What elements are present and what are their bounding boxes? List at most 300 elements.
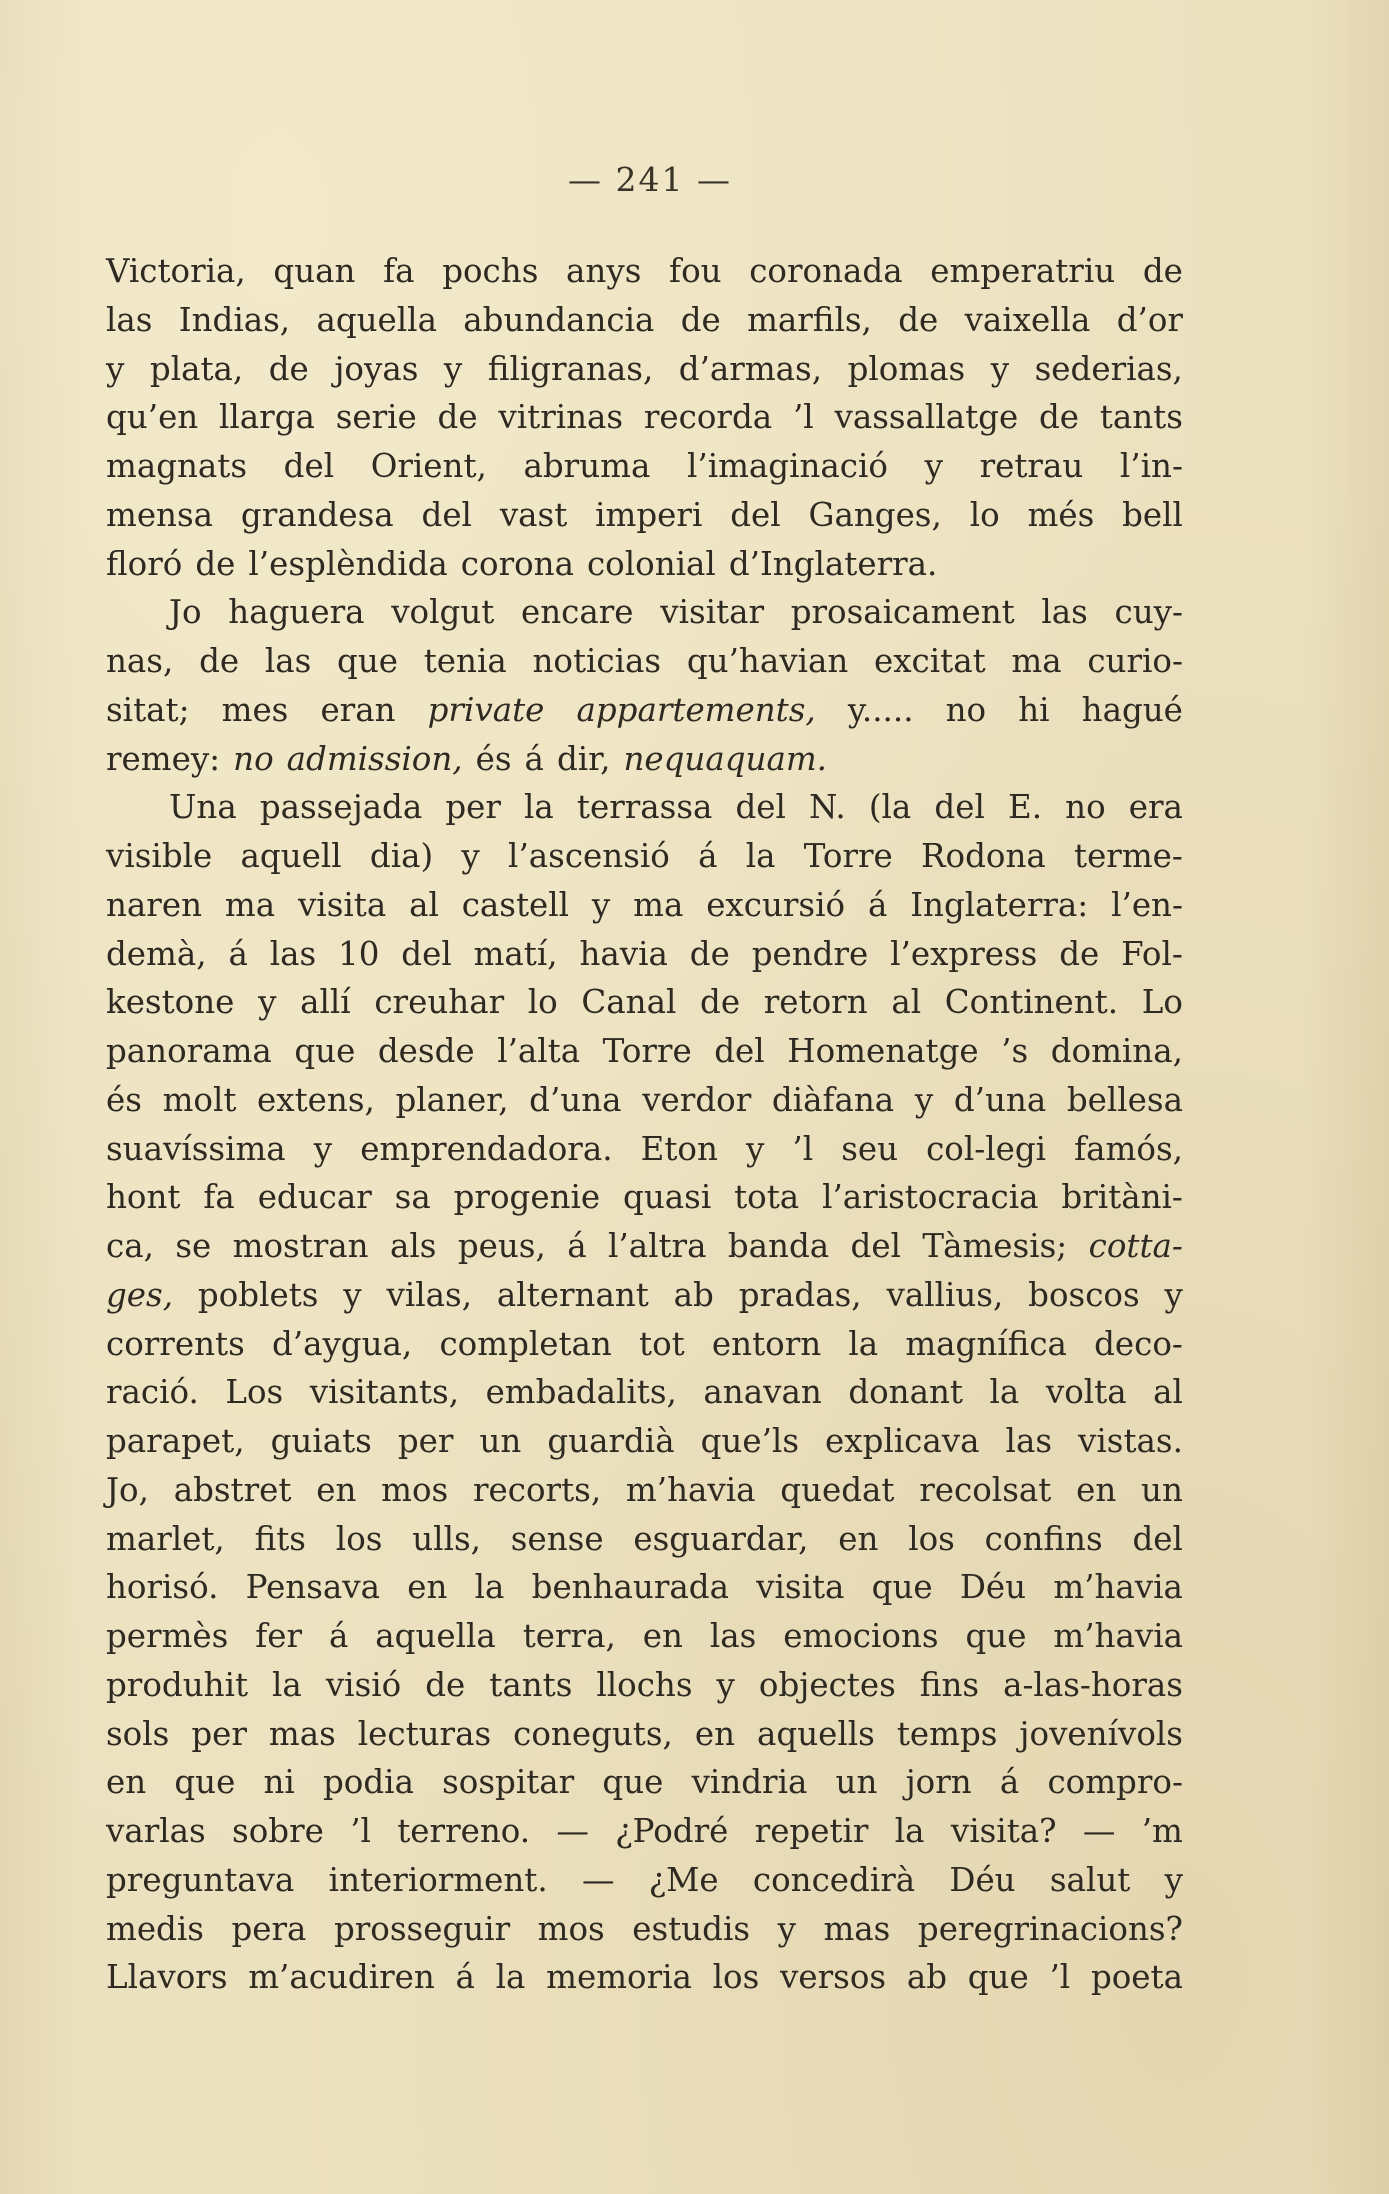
word: progenie	[453, 1178, 601, 1217]
word: anys	[566, 252, 642, 290]
text-line	[106, 1807, 1183, 1856]
word: las	[1041, 593, 1088, 632]
word: hagué	[1081, 690, 1183, 729]
word: de	[1142, 252, 1183, 290]
word: verdor	[642, 1080, 752, 1119]
word: quan	[273, 252, 356, 290]
word: tants	[1099, 398, 1183, 437]
word: per	[191, 1714, 247, 1753]
word: anavan	[703, 1373, 822, 1412]
word: sols	[106, 1714, 170, 1753]
text-line	[106, 540, 1183, 589]
word: sobre	[232, 1812, 324, 1850]
text-line	[106, 1953, 1183, 2002]
word: aquells	[757, 1714, 875, 1753]
word: varlas	[106, 1812, 206, 1850]
word: terreno.	[397, 1812, 531, 1850]
word: vassallatge	[834, 398, 1019, 437]
word: ab	[673, 1275, 714, 1314]
word: en	[407, 1568, 448, 1607]
page-number: — 241 —	[568, 160, 732, 199]
word: naren	[106, 885, 203, 924]
word: donant	[848, 1373, 963, 1412]
word: no	[1065, 788, 1106, 827]
word: á	[867, 885, 888, 924]
word: terrassa	[576, 788, 713, 827]
word: ulls,	[412, 1519, 481, 1558]
word: del	[714, 1032, 765, 1070]
word: embadalits,	[485, 1373, 677, 1412]
word: famós,	[1074, 1129, 1183, 1168]
word: boscos	[1028, 1275, 1140, 1314]
word: que’ls	[700, 1422, 799, 1460]
word: la	[989, 1373, 1020, 1412]
word: llarga	[219, 398, 315, 437]
word: tants	[489, 1665, 573, 1704]
word: del	[730, 495, 781, 534]
word: marfils,	[747, 300, 872, 339]
word: fou	[669, 252, 722, 290]
word: del	[735, 788, 786, 827]
word: ’l	[792, 1129, 814, 1168]
word: en	[694, 1714, 736, 1753]
word: 10	[338, 934, 380, 973]
word: retorn	[763, 983, 868, 1022]
word: sa	[394, 1178, 431, 1217]
word: del	[421, 495, 472, 534]
word: las	[1005, 1422, 1052, 1460]
word: de	[680, 300, 721, 339]
text-line	[106, 588, 1183, 637]
word: plata,	[149, 349, 244, 388]
word: —	[1082, 1812, 1116, 1850]
word: peregrinacions?	[917, 1909, 1183, 1948]
word: qu’havian	[686, 642, 849, 680]
word: matí,	[473, 934, 558, 973]
word: fa	[203, 1178, 235, 1217]
word: demà,	[106, 934, 207, 973]
word: produhit	[106, 1665, 249, 1704]
text-line	[106, 345, 1183, 394]
word: fa	[383, 252, 415, 290]
word: recorts,	[473, 1470, 602, 1509]
word: E.	[1007, 788, 1043, 827]
word: y	[461, 837, 480, 875]
word: ma	[224, 885, 276, 924]
word: molt	[162, 1080, 237, 1119]
word: pera	[231, 1909, 307, 1948]
word: vilas,	[386, 1275, 473, 1314]
word: parapet,	[106, 1422, 245, 1460]
word: Una	[169, 788, 237, 827]
word: memoria	[546, 1958, 692, 1997]
word: que	[871, 1568, 933, 1607]
word: l’imaginació	[686, 447, 888, 485]
word: Eton	[640, 1129, 718, 1168]
word: mas	[268, 1714, 336, 1753]
word: —	[581, 1860, 615, 1899]
word: objectes	[758, 1665, 896, 1704]
word: y	[343, 1275, 362, 1314]
word: l’aristocracia	[822, 1178, 1039, 1217]
word: d’armas,	[678, 349, 823, 388]
word: y.....	[847, 690, 914, 729]
text-line	[106, 1710, 1183, 1759]
word: Déu	[959, 1568, 1027, 1607]
word: dia)	[369, 837, 434, 875]
word: appartements,	[576, 690, 816, 729]
word: Ganges,	[808, 495, 942, 534]
word: y	[258, 983, 277, 1022]
word: pochs	[442, 252, 539, 290]
word: preguntava	[106, 1860, 295, 1899]
word: estudis	[632, 1909, 751, 1948]
word: educar	[257, 1178, 372, 1217]
word: ma	[633, 885, 684, 924]
word: l’esplèndida	[248, 544, 448, 583]
word: concedirà	[752, 1860, 916, 1899]
word: fits	[254, 1519, 306, 1558]
word: qu’en	[106, 398, 199, 437]
word: que	[174, 1763, 236, 1802]
word: m’havia	[625, 1470, 756, 1509]
word: se	[175, 1227, 212, 1265]
word: d’or	[1116, 300, 1183, 339]
word: domina,	[1050, 1032, 1183, 1070]
word: prosseguir	[333, 1909, 511, 1948]
text-line	[106, 1320, 1183, 1369]
word: y	[745, 1129, 765, 1168]
word: la	[848, 1324, 879, 1363]
word: hont	[106, 1178, 181, 1217]
word: y	[990, 349, 1010, 388]
word: passejada	[259, 788, 423, 827]
word: jovenívols	[1019, 1714, 1183, 1753]
word: visitar	[660, 593, 765, 632]
word: l’express	[890, 934, 1038, 973]
word: havia	[579, 934, 668, 973]
word: al	[891, 983, 922, 1022]
word: no	[945, 690, 987, 729]
word: allí	[300, 983, 351, 1022]
word: excursió	[706, 885, 846, 924]
text-line	[106, 930, 1183, 979]
word: més	[1027, 495, 1095, 534]
word: de	[689, 934, 730, 973]
word: remey:	[106, 739, 221, 778]
word: de	[898, 300, 939, 339]
word: m’havia	[1053, 1568, 1183, 1607]
word: mas	[823, 1909, 891, 1948]
word: no	[233, 739, 274, 778]
word: emprendadora.	[360, 1129, 613, 1168]
word: emocions	[783, 1617, 939, 1655]
word: poeta	[1090, 1958, 1183, 1997]
word: private	[427, 690, 545, 729]
word: de	[268, 349, 309, 388]
word: sitat;	[106, 690, 190, 729]
word: salut	[1049, 1860, 1131, 1899]
word: deco-	[1094, 1324, 1183, 1363]
text-line	[106, 881, 1183, 930]
text-line	[106, 1661, 1183, 1710]
word: magnats	[106, 447, 248, 485]
word: mos	[537, 1909, 605, 1948]
text-line	[106, 1027, 1183, 1076]
word: coronada	[749, 252, 903, 290]
word: ges,	[106, 1275, 174, 1314]
text-line	[106, 1417, 1183, 1466]
word: en	[1076, 1470, 1117, 1509]
word: temps	[896, 1714, 998, 1753]
word: ’l	[350, 1812, 371, 1850]
word: Indias,	[178, 300, 291, 339]
word: d’aygua,	[271, 1324, 413, 1363]
word: colonial	[586, 544, 716, 583]
word: ració.	[106, 1373, 199, 1412]
word: y	[914, 1080, 934, 1119]
word: prosaicament	[790, 593, 1015, 632]
word: d’Inglaterra.	[728, 544, 938, 583]
word: suavíssima	[106, 1129, 286, 1168]
word: jorn	[905, 1763, 972, 1802]
word: Llavors	[106, 1958, 228, 1997]
word: y	[106, 349, 125, 388]
word: mos	[381, 1470, 449, 1509]
word: l’in-	[1119, 447, 1183, 485]
word: ca,	[106, 1227, 154, 1265]
word: del	[1132, 1519, 1183, 1558]
word: la	[524, 788, 554, 827]
text-line	[106, 978, 1183, 1027]
word: llochs	[596, 1665, 693, 1704]
word: sospitar	[442, 1763, 575, 1802]
word: visible	[106, 837, 213, 875]
word: desde	[377, 1032, 475, 1070]
word: bellesa	[1066, 1080, 1183, 1119]
word: imperi	[595, 495, 703, 534]
word: que	[967, 1958, 1029, 1997]
word: guiats	[270, 1422, 372, 1460]
word: un	[1141, 1470, 1183, 1509]
word: ¿Podré	[615, 1812, 729, 1850]
word: de	[195, 544, 236, 583]
word: admission,	[286, 739, 463, 778]
word: ¿Me	[648, 1860, 719, 1899]
word: vitrinas	[498, 398, 624, 437]
word: marlet,	[106, 1519, 225, 1558]
word: ni	[263, 1763, 295, 1802]
word: las	[269, 934, 317, 973]
word: la	[495, 1958, 526, 1997]
word: terme-	[1074, 837, 1183, 875]
text-line	[106, 1515, 1183, 1564]
text-line	[106, 442, 1183, 491]
word: nequaquam.	[623, 739, 827, 778]
text-line	[106, 686, 1183, 735]
word: Torre	[803, 837, 893, 875]
word: ab	[906, 1958, 948, 1997]
word: a-las-horas	[1003, 1665, 1183, 1704]
word: la	[474, 1568, 505, 1607]
word: del	[934, 788, 985, 827]
word: retrau	[979, 447, 1084, 485]
word: visita	[756, 1568, 845, 1607]
word: —	[556, 1812, 589, 1850]
word: N.	[809, 788, 846, 827]
word: benhaurada	[531, 1568, 729, 1607]
word: visita	[297, 885, 387, 924]
word: banda	[727, 1227, 830, 1265]
word: creuhar	[374, 983, 505, 1022]
word: repetir	[754, 1812, 869, 1850]
word: y	[313, 1129, 333, 1168]
word: vallius,	[886, 1275, 1004, 1314]
word: vistas.	[1078, 1422, 1183, 1460]
word: á	[567, 1227, 587, 1265]
word: sederias,	[1034, 349, 1183, 388]
word: un	[479, 1422, 522, 1460]
word: poblets	[197, 1275, 319, 1314]
word: Jo,	[106, 1470, 149, 1509]
word: de	[1059, 934, 1100, 973]
word: d’una	[953, 1080, 1047, 1119]
word: recorda	[643, 398, 773, 437]
text-line	[106, 296, 1183, 345]
word: quasi	[623, 1178, 712, 1217]
word: lo	[969, 495, 1000, 534]
word: als	[389, 1227, 437, 1265]
word: hi	[1018, 690, 1050, 729]
word: horisó.	[106, 1568, 219, 1607]
word: panorama	[106, 1032, 272, 1070]
text-line	[106, 1125, 1183, 1174]
word: aquella	[316, 300, 437, 339]
word: pradas,	[738, 1275, 862, 1314]
word: Lo	[1141, 983, 1183, 1022]
word: al	[409, 885, 439, 924]
word: esguardar,	[633, 1519, 809, 1558]
word: tot	[639, 1324, 685, 1363]
word: tota	[734, 1178, 800, 1217]
word: á	[455, 1958, 475, 1997]
word: Torre	[602, 1032, 692, 1070]
word: extens,	[257, 1080, 375, 1119]
word: en	[642, 1617, 683, 1655]
word: plomas	[847, 349, 966, 388]
word: emperatriu	[930, 252, 1116, 290]
word: l’en-	[1111, 885, 1183, 924]
word: medis	[106, 1909, 204, 1948]
text-line	[106, 491, 1183, 540]
word: ’l	[1049, 1958, 1071, 1997]
word: fins	[919, 1665, 980, 1704]
word: quedat	[780, 1470, 895, 1509]
word: kestone	[106, 983, 235, 1022]
word: aquell	[240, 837, 342, 875]
word: la	[894, 1812, 925, 1850]
word: las	[106, 300, 153, 339]
word: del	[850, 1227, 901, 1265]
word: y	[443, 349, 463, 388]
word: las	[264, 642, 312, 680]
text-line	[106, 783, 1183, 832]
word: és	[106, 1080, 142, 1119]
text-line	[106, 735, 1183, 784]
text-line	[106, 1076, 1183, 1125]
word: la	[272, 1665, 302, 1704]
word: excitat	[874, 642, 986, 680]
word: Canal	[581, 983, 677, 1022]
word: mensa	[106, 495, 214, 534]
word: visió	[325, 1665, 402, 1704]
word: los	[712, 1958, 760, 1997]
word: visita?	[950, 1812, 1057, 1850]
word: Pensava	[245, 1568, 381, 1607]
text-line	[106, 247, 1183, 296]
word: del	[283, 447, 335, 485]
word: floró	[106, 544, 183, 583]
word: tenia	[423, 642, 507, 680]
word: era	[1128, 788, 1183, 827]
word: al	[1153, 1373, 1183, 1412]
word: podia	[323, 1763, 414, 1802]
word: col-legi	[926, 1129, 1047, 1168]
word: castell	[461, 885, 570, 924]
word: los	[908, 1519, 955, 1558]
word: ’m	[1141, 1812, 1183, 1850]
word: que	[965, 1617, 1027, 1655]
word: vaixella	[964, 300, 1091, 339]
word: per	[397, 1422, 454, 1460]
word: en	[838, 1519, 879, 1558]
word: filigranas,	[487, 349, 654, 388]
word: del	[401, 934, 452, 973]
word: serie	[335, 398, 417, 437]
word: y	[1164, 1860, 1183, 1899]
word: lo	[527, 983, 558, 1022]
word: eran	[320, 690, 396, 729]
word: Rodona	[921, 837, 1046, 875]
word: lecturas	[357, 1714, 492, 1753]
word: las	[709, 1617, 757, 1655]
word: corona	[460, 544, 574, 583]
word: aquella	[375, 1617, 496, 1655]
word: vindria	[691, 1763, 808, 1802]
text-line	[106, 1466, 1183, 1515]
word: curio-	[1087, 642, 1183, 680]
word: y	[716, 1665, 735, 1704]
word: l’ascensió	[508, 837, 670, 875]
word: corrents	[106, 1324, 245, 1363]
word: ’s	[1001, 1032, 1029, 1070]
word: joyas	[334, 349, 419, 388]
text-line	[106, 832, 1183, 881]
word: interiorment.	[328, 1860, 548, 1899]
word: Continent.	[944, 983, 1119, 1022]
word: noticias	[532, 642, 662, 680]
word: m’acudiren	[248, 1958, 435, 1997]
word: y	[924, 447, 943, 485]
word: de	[700, 983, 741, 1022]
word: compro-	[1047, 1763, 1183, 1802]
text-line	[106, 1758, 1183, 1807]
word: á	[999, 1763, 1020, 1802]
word: de	[425, 1665, 466, 1704]
word: encare	[521, 593, 634, 632]
word: peus,	[457, 1227, 546, 1265]
word: cotta-	[1088, 1227, 1183, 1265]
